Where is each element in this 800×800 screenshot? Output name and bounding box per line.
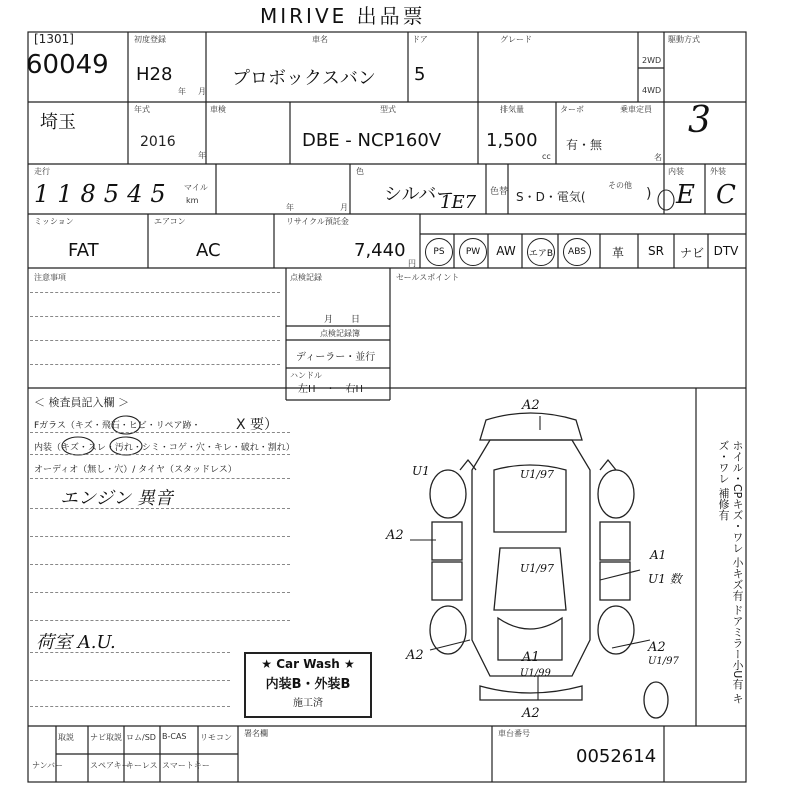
era-year-suffix: 年	[178, 87, 186, 96]
inspector-line1-mark: X 要）	[236, 417, 279, 433]
damage-right-mid: U1 数	[648, 572, 682, 586]
equipment-革: 革	[611, 246, 624, 260]
inspector-line3: オーディオ（無し・穴）/ タイヤ（スタッドレス）	[34, 465, 237, 475]
damage-front: A2	[522, 398, 540, 413]
drive-4wd: 4WD	[642, 86, 662, 95]
month-label: 月	[340, 203, 348, 212]
equipment-DTV: DTV	[713, 244, 739, 258]
bottom-key-item: スマートキー	[162, 761, 210, 770]
inspector-line	[30, 620, 290, 621]
car-wash-title: ★ Car Wash ★	[261, 657, 355, 671]
exterior-score-header: 外装	[710, 167, 726, 176]
paint-other: その他	[608, 181, 632, 190]
score-header: 駆動方式	[668, 35, 700, 44]
equipment-SR: SR	[648, 244, 664, 258]
bottom-item: ロム/SD	[126, 733, 156, 742]
interior-grade: E	[676, 180, 695, 210]
inspection-record-header: 点検記録	[290, 273, 322, 282]
vehicle-name: プロボックスバン	[232, 68, 376, 89]
inspection-header2: 点検記録簿	[320, 329, 360, 338]
inspector-line1: Fガラス（キズ・飛石・ヒビ・リペア跡・	[34, 421, 201, 431]
name-header: 車名	[312, 35, 328, 44]
transmission: FAT	[68, 240, 99, 261]
equipment-ナビ: ナビ	[679, 246, 704, 260]
dealer-option: ディーラー・並行	[296, 352, 376, 363]
mileage-header: 走行	[34, 167, 50, 176]
model-year-header: 年式	[134, 105, 150, 114]
equipment-PS: PS	[425, 238, 453, 266]
exterior-grade: C	[716, 180, 736, 210]
overall-score: 3	[688, 100, 711, 141]
damage-rear: A1	[522, 650, 540, 665]
month-suffix: 月	[198, 87, 206, 96]
model-code: DBE - NCP160V	[302, 130, 442, 151]
car-wash-line: 内装B・外装B	[265, 677, 351, 692]
equipment-AW: AW	[496, 244, 516, 258]
aircon-header: エアコン	[154, 217, 186, 226]
inspector-line	[30, 432, 290, 433]
lot-code: [1301]	[34, 32, 74, 46]
bottom-item: 取説	[58, 733, 74, 742]
inspector-line	[30, 508, 290, 509]
bottom-key-item: スペアキー	[90, 761, 130, 770]
inspector-title: ＜ 検査員記入欄 ＞	[34, 396, 129, 409]
paint-options: S・D・電気(	[516, 190, 586, 204]
inspector-note1: エンジン 異音	[60, 488, 173, 509]
doors-header: ドア	[412, 35, 428, 44]
damage-rear2: U1/99	[520, 668, 551, 679]
note-line	[30, 340, 280, 341]
document-title: MIRIVE 出品票	[260, 4, 426, 28]
mileage-value: 118545	[34, 180, 174, 208]
equipment-PW: PW	[459, 238, 487, 266]
inspector-line	[30, 592, 290, 593]
paint-close: )	[646, 186, 652, 202]
mileage-unit-miles: マイル	[184, 183, 208, 192]
seats-header: 乗車定員	[620, 105, 652, 114]
color-header: 色	[356, 167, 364, 176]
inspector-line	[30, 454, 290, 455]
inspector-line	[30, 478, 290, 479]
note-line	[30, 316, 280, 317]
displacement: 1,500	[486, 130, 538, 151]
damage-left-side: A2	[386, 528, 404, 543]
equipment-ABS: ABS	[563, 238, 591, 266]
handle-option: 左H ・ 右H	[298, 384, 364, 395]
damage-hood: U1/97	[520, 468, 554, 481]
model-year-suffix: 年	[198, 151, 206, 160]
damage-right-door: A1	[650, 548, 667, 562]
chassis-number: 0052614	[576, 746, 657, 767]
car-wash-stamp	[244, 652, 372, 718]
inspector-line	[30, 706, 230, 707]
displacement-header: 排気量	[500, 105, 524, 114]
registration-date: 月 日	[324, 315, 361, 325]
notes-header: 注意事項	[34, 273, 66, 282]
sign-header: 署名欄	[244, 729, 268, 738]
model-code-header: 型式	[380, 105, 396, 114]
damage-left-rear: A2	[406, 648, 424, 663]
interior-score-header: 内装	[668, 167, 684, 176]
turbo-header: ターボ	[560, 105, 584, 114]
sales-point-header: セールスポイント	[396, 273, 460, 282]
seats-suffix: 名	[654, 153, 662, 162]
note-line	[30, 364, 280, 365]
bottom-key-item: キーレス	[126, 761, 158, 770]
drive-2wd: 2WD	[642, 56, 662, 65]
inspector-line	[30, 652, 230, 653]
damage-left-front: U1	[412, 464, 430, 478]
color-name: シルバー	[384, 184, 455, 205]
year-label: 年	[286, 203, 294, 212]
damage-right-rear: A2	[648, 640, 666, 655]
damage-rear-bumper: A2	[522, 706, 540, 721]
color-code: 1E7	[440, 192, 477, 213]
inspector-line	[30, 680, 230, 681]
chassis-label: 車台番号	[498, 729, 530, 738]
turbo-option: 有・無	[566, 138, 603, 152]
paint-type: 色替	[490, 187, 509, 197]
inspection-header: 車検	[210, 105, 226, 114]
displacement-unit: cc	[542, 152, 551, 161]
door-count: 5	[414, 64, 426, 85]
recycle-unit: 円	[408, 259, 416, 268]
region: 埼玉	[40, 112, 76, 133]
equipment-エアB: エアB	[527, 238, 555, 266]
damage-right-rear2: U1/97	[648, 656, 679, 667]
grade-header: グレード	[500, 35, 532, 44]
aircon: AC	[196, 240, 221, 261]
handle-header: ハンドル	[290, 371, 322, 380]
inspector-line	[30, 564, 290, 565]
bottom-key-item: ナンバー	[32, 761, 64, 770]
era-year: H28	[136, 64, 173, 85]
inspector-line2: 内装（キズ・スレ・汚れ・シミ・コゲ・穴・キレ・破れ・割れ）	[34, 443, 295, 453]
year-header: 初度登録	[134, 35, 166, 44]
inspector-line	[30, 536, 290, 537]
recycle-fee: 7,440	[354, 240, 406, 261]
bottom-item: ナビ取説	[90, 733, 122, 742]
transmission-header: ミッション	[34, 217, 74, 226]
mileage-unit-km: km	[186, 196, 199, 205]
bottom-item: B-CAS	[162, 732, 187, 741]
inspector-note2: 荷室 A.U.	[36, 632, 116, 653]
side-note: ホイル・CPキズ・ワレ 小キズ有 ドアミラー小U有 キズ・ワレ 補修有	[717, 440, 744, 704]
recycle-header: リサイクル預託金	[286, 217, 349, 226]
lot-number: 60049	[26, 50, 109, 80]
bottom-item: リモコン	[200, 733, 232, 742]
note-line	[30, 292, 280, 293]
model-year: 2016	[140, 134, 176, 150]
damage-roof: U1/97	[520, 562, 554, 575]
car-wash-done: 施工済	[293, 698, 323, 709]
